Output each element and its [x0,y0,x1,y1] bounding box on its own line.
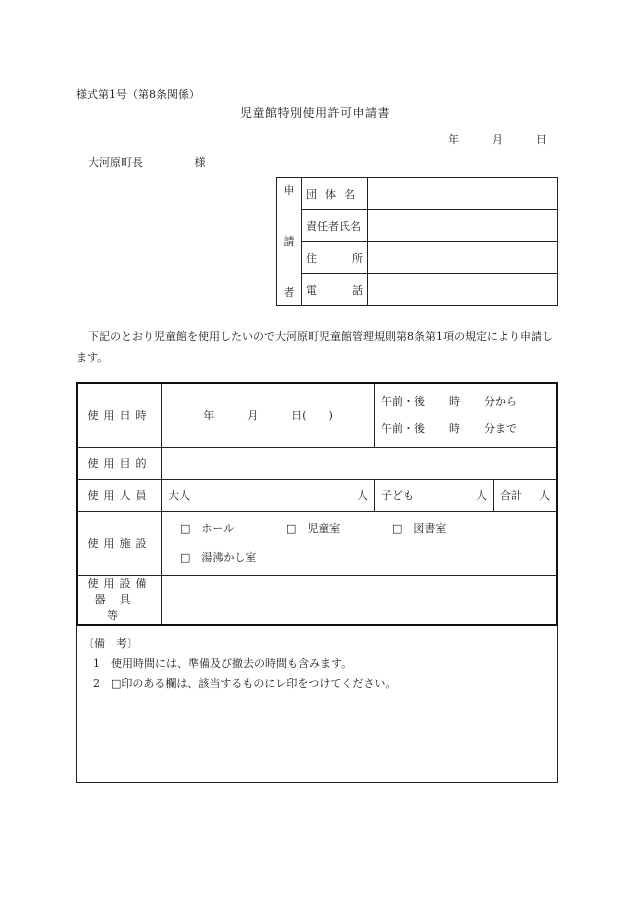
checkbox-icon: □ [180,522,191,535]
adults-field[interactable]: 大人 人 [162,479,375,511]
usage-purpose-label: 使用目的 [77,447,162,479]
form-number: 様式第1号（第8条関係） [76,88,200,101]
remark-item-1: 1 使用時間には、準備及び撤去の時間も含みます。 [93,657,353,670]
facility-option-hall[interactable]: □ ホール [180,522,235,535]
date-month: 月 [492,133,503,146]
usage-purpose-field[interactable] [162,447,558,479]
vertical-char-1: 申 [283,184,295,197]
addressee [88,154,206,170]
applicant-vertical-label [277,178,302,306]
date-year: 年 [448,133,459,146]
date-day: 日 [536,133,547,146]
facility-option-kitchenette[interactable]: □ 湯沸かし室 [180,551,257,564]
facility-option-library[interactable]: □ 図書室 [392,522,447,535]
address-label: 住 所 [302,242,368,274]
checkbox-icon: □ [286,522,297,535]
group-name-field[interactable] [368,178,558,210]
addressee-honorific: 様 [194,156,206,169]
usage-facility-label: 使用施設 [77,511,162,575]
checkbox-icon: □ [392,522,403,535]
intro-paragraph: 下記のとおり児童館を使用したいので大河原町児童館管理規則第8条第1項の規定により申請します。 [76,330,553,364]
time-to: 午前・後 時 分まで [381,422,517,436]
usage-datetime-label: 使用日時 [77,383,162,447]
application-date [448,131,547,147]
usage-equipment-label: 使用設備 器具等 [77,575,162,625]
time-from: 午前・後 時 分から [381,395,517,409]
representative-label: 責任者氏名 [302,210,368,242]
facility-option-children-room[interactable]: □ 児童室 [286,522,341,535]
document-title: 児童館特別使用許可申請書 [239,106,390,120]
remarks-title: 〔備 考〕 [83,637,138,650]
total-field[interactable]: 合計 人 [494,479,558,511]
usage-date-field[interactable]: 年 月 日( ) [162,383,375,447]
children-field[interactable]: 子ども 人 [375,479,494,511]
usage-table [76,382,558,626]
usage-equipment-field[interactable] [162,575,558,625]
usage-people-label: 使用人員 [77,479,162,511]
vertical-char-2: 請 [283,235,295,248]
facility-options [162,511,558,575]
usage-time-field[interactable] [375,383,558,447]
group-name-label: 団体名 [302,178,368,210]
applicant-table [276,177,558,306]
vertical-char-3: 者 [283,286,295,299]
checkbox-icon: □ [180,551,191,564]
representative-field[interactable] [368,210,558,242]
address-field[interactable] [368,242,558,274]
phone-label: 電 話 [302,274,368,306]
remarks-box [76,625,558,783]
addressee-name: 大河原町長 [88,156,143,169]
remark-item-2: 2 □印のある欄は、該当するものにレ印をつけてください。 [93,677,397,690]
phone-field[interactable] [368,274,558,306]
